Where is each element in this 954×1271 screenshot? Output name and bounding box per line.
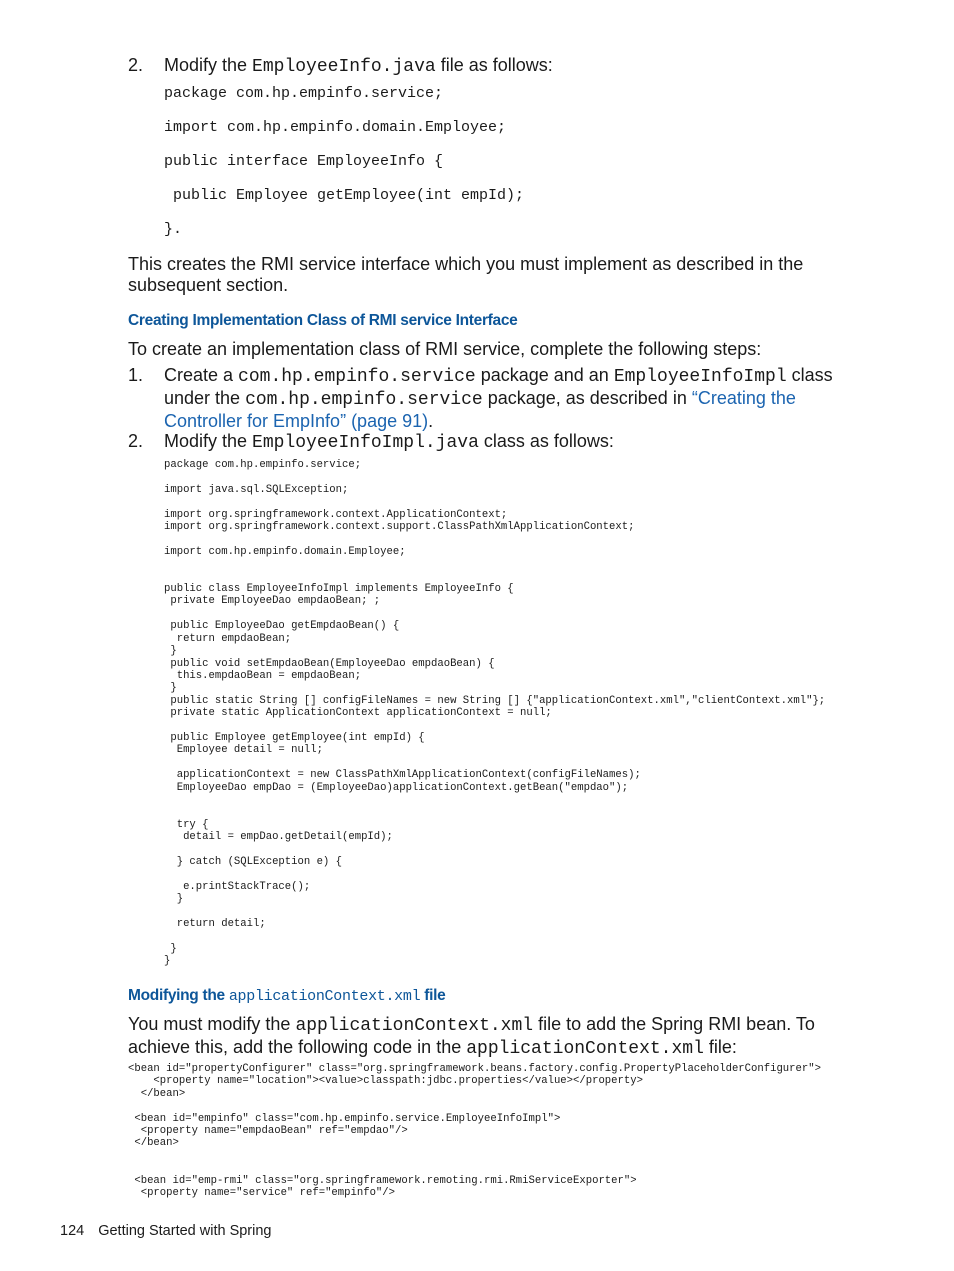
paragraph-rmi-interface: This creates the RMI service interface which you must implement as described in the subsequent section.	[128, 254, 804, 295]
page-footer	[60, 1222, 272, 1240]
text: package and an	[475, 365, 614, 385]
file-name-code: applicationContext.xml	[466, 1039, 704, 1059]
step-text: Modify the	[164, 431, 253, 451]
step-number: 1.	[128, 365, 144, 385]
page-number: 124	[60, 1223, 85, 1239]
file-name-code: EmployeeInfo.java	[252, 57, 436, 77]
step-text: Modify the	[164, 55, 253, 75]
step-text: class as follows:	[478, 431, 614, 451]
text: You must modify the	[128, 1014, 296, 1034]
text: .	[428, 411, 434, 431]
paragraph-impl-intro: To create an implementation class of RMI service, complete the following steps:	[128, 339, 762, 359]
list-item-text	[164, 365, 874, 432]
cross-reference-link[interactable]: “Creating the Controller for EmpInfo” (page 91)	[164, 388, 796, 431]
step-text: file as follows:	[435, 55, 553, 75]
text: Create a	[164, 365, 239, 385]
file-name-code: EmployeeInfoImpl.java	[252, 433, 479, 453]
list-item-create-package	[128, 365, 874, 429]
file-name-code: applicationContext.xml	[295, 1016, 534, 1036]
class-name-code: EmployeeInfoImpl	[613, 367, 787, 387]
step-modify-employeeinfoimpl	[128, 431, 614, 454]
code-block-xml: <bean id="propertyConfigurer" class="org.springframework.beans.factory.config.PropertyPlaceholderConfigurer"> <property name="location"><value>classpath:jdbc.properties</value></property> </bean> <bean id="empinfo" class="com.hp.empinfo.service.EmployeeInfoImpl"> <property name="empdaoBean" ref="empdao"/> </bean> <bean id="emp-rmi" class="org.springframework.remoting.rmi.RmiServiceExporter"> <property name="service" ref="empinfo"/>	[128, 1063, 821, 1200]
section-heading-xml	[128, 987, 445, 1006]
text: package, as described in	[482, 388, 692, 408]
step-number: 2.	[128, 55, 144, 75]
heading-text: file	[420, 987, 446, 1004]
paragraph-xml	[128, 1014, 868, 1060]
step-modify-employeeinfo	[128, 55, 553, 78]
package-name-code: com.hp.empinfo.service	[245, 390, 483, 410]
heading-text: Modifying the	[128, 987, 229, 1004]
code-block-implementation: package com.hp.empinfo.service; import java.sql.SQLException; import org.springframework.context.ApplicationContext; import org.springframework.context.support.ClassPathXmlApplicationContext; import com.hp.empinfo.domain.Employee; public class EmployeeInfoImpl implements EmployeeInfo { private EmployeeDao empdaoBean; ; public EmployeeDao getEmpdaoBean() { return empdaoBean; } public void setEmpdaoBean(EmployeeDao empdaoBean) { this.empdaoBean = empdaoBean; } public static String [] configFileNames = new String [] {"applicationContext.xml","clientContext.xml"}; private static ApplicationContext applicationContext = null; public Employee getEmployee(int empId) { Employee detail = null; applicationContext = new ClassPathXmlApplicationContext(configFileNames); EmployeeDao empDao = (EmployeeDao)applicationContext.getBean("empdao"); try { detail = empDao.getDetail(empId); } catch (SQLException e) { e.printStackTrace(); } return detail; } }	[164, 459, 826, 968]
code-block-interface: package com.hp.empinfo.service; import com.hp.empinfo.domain.Employee; public interface EmployeeInfo { public Employee getEmployee(int empId); }.	[164, 85, 525, 238]
text: class under the	[164, 365, 833, 408]
text: file:	[703, 1037, 737, 1057]
footer-title: Getting Started with Spring	[98, 1223, 272, 1239]
section-heading-implementation: Creating Implementation Class of RMI service Interface	[128, 312, 518, 329]
text: file to add the Spring RMI bean. To achieve this, add the following code in the	[128, 1014, 815, 1057]
file-name-code: applicationContext.xml	[228, 988, 421, 1005]
step-number: 2.	[128, 431, 144, 451]
package-name-code: com.hp.empinfo.service	[238, 367, 476, 387]
